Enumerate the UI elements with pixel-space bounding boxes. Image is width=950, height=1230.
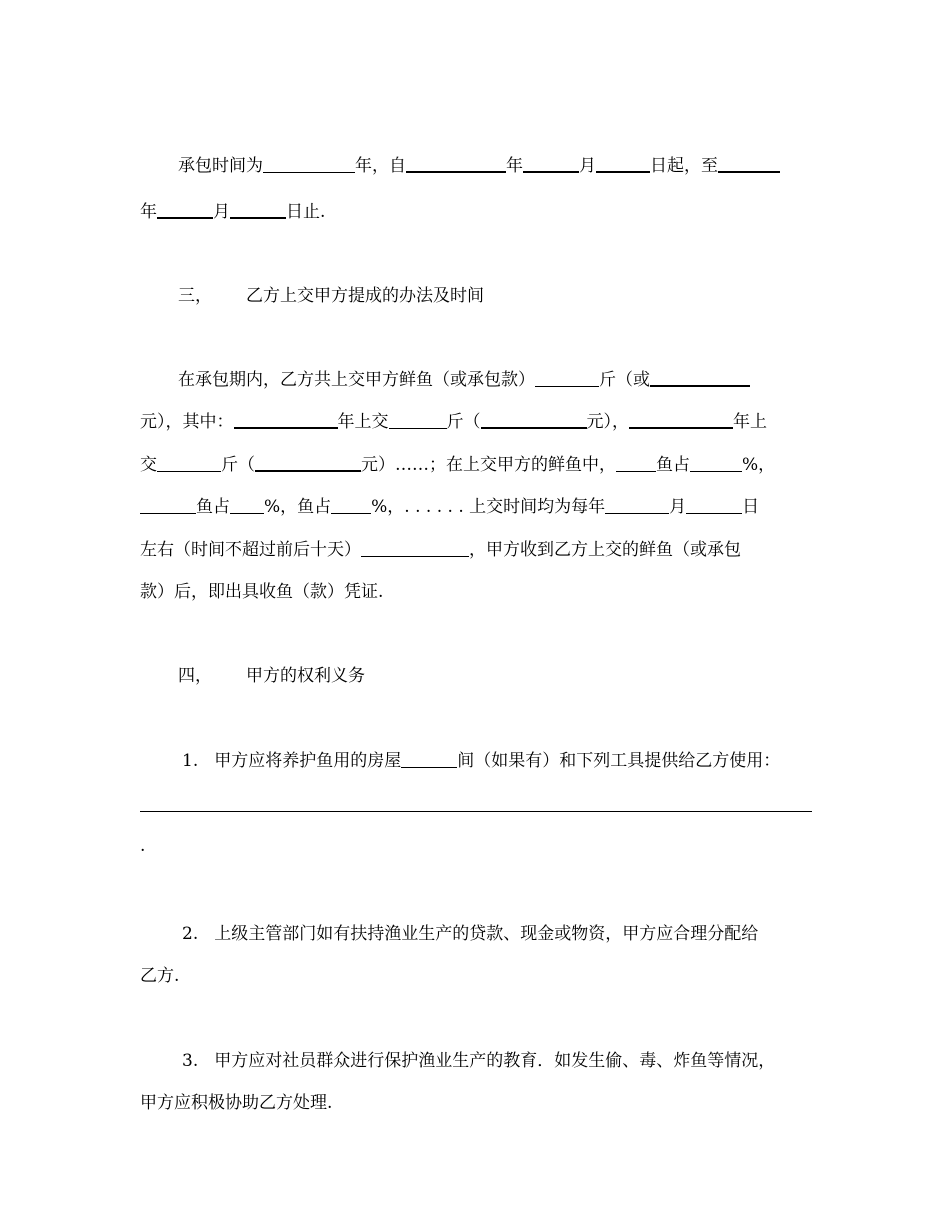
yuan-blank (481, 409, 587, 429)
payment-text: 月 (669, 497, 687, 517)
payment-text: 斤（ (446, 412, 481, 432)
item-number: 1. (182, 751, 199, 771)
item-text: 甲方应将养护鱼用的房屋 (214, 751, 402, 771)
period-line-2 (140, 198, 820, 226)
jin-blank (389, 410, 447, 429)
rooms-blank (401, 749, 457, 768)
percent-blank (230, 495, 264, 514)
item-2-line-2 (140, 962, 820, 990)
payment-text: 鱼占 (656, 455, 690, 475)
payment-text: 斤（ (221, 455, 255, 475)
payment-text: ，甲方收到乙方上交的鲜鱼（或承包 (469, 540, 741, 560)
fish-total-blank (535, 368, 599, 387)
payment-text: 年上交 (337, 412, 389, 432)
section-title: 甲方的权利义务 (246, 666, 365, 686)
money-total-blank (650, 367, 750, 387)
item-2-line-1 (140, 920, 820, 948)
payment-line-6 (140, 578, 820, 606)
item-number: 2. (182, 924, 199, 944)
item-number: 3. (182, 1051, 199, 1071)
payment-text: 年上 (733, 412, 767, 432)
period-text: 日起，至 (650, 156, 718, 176)
item-text: 间（如果有）和下列工具提供给乙方使用： (457, 751, 781, 771)
period-text: 年 (506, 156, 523, 176)
day-blank (686, 495, 742, 514)
payment-text: 款）后，即出具收鱼（款）凭证. (140, 582, 384, 602)
start-month-blank (523, 153, 579, 173)
tools-blank-line (140, 811, 812, 812)
year-blank (234, 409, 338, 429)
section-3-heading (140, 282, 820, 310)
payment-line-5 (140, 536, 820, 564)
end-year-blank (718, 153, 780, 173)
year-blank (629, 409, 733, 429)
item-1-line-3 (140, 832, 820, 860)
month-blank (605, 495, 669, 514)
payment-text: 斤（或 (599, 370, 650, 390)
years-blank (263, 154, 355, 173)
payment-text: %，. . . . . . 上交时间均为每年 (371, 497, 606, 517)
start-year-blank (406, 153, 506, 173)
payment-line-3 (140, 451, 820, 479)
section-4-heading (140, 662, 820, 690)
item-text: 乙方. (140, 966, 180, 986)
section-title: 乙方上交甲方提成的办法及时间 (246, 286, 484, 306)
item-text: . (140, 836, 146, 856)
period-text: 日止. (286, 202, 326, 222)
period-text: 年，自 (355, 156, 406, 176)
payment-line-2 (140, 408, 820, 436)
item-1-line-1 (140, 747, 820, 775)
payment-text: 鱼占 (196, 497, 230, 517)
section-number: 三， (178, 286, 212, 306)
payment-text: %， (742, 455, 776, 475)
payment-text: 元）……；在上交甲方的鲜鱼中， (361, 455, 616, 475)
period-text: 承包时间为 (178, 156, 263, 176)
payment-text: 交 (140, 455, 157, 475)
item-3-line-2 (140, 1089, 820, 1117)
item-3-line-1 (140, 1047, 820, 1075)
payment-line-1 (140, 366, 820, 394)
item-text: 甲方应积极协助乙方处理. (140, 1093, 333, 1113)
period-text: 月 (213, 202, 230, 222)
date-blank (361, 538, 469, 557)
fish-type-blank (140, 495, 196, 514)
payment-text: 元）， (586, 412, 629, 432)
payment-text: %，鱼占 (264, 497, 332, 517)
payment-line-4 (140, 493, 820, 521)
fish-type-blank (616, 453, 656, 472)
payment-text: 在承包期内，乙方共上交甲方鲜鱼（或承包款） (178, 370, 535, 390)
percent-blank (690, 453, 742, 472)
period-line-1 (140, 152, 820, 180)
item-text: 甲方应对社员群众进行保护渔业生产的教育．如发生偷、毒、炸鱼等情况， (214, 1051, 776, 1071)
period-text: 月 (579, 156, 596, 176)
payment-text: 左右（时间不超过前后十天） (140, 540, 361, 560)
section-number: 四， (178, 666, 212, 686)
jin-blank (157, 453, 221, 472)
end-day-blank (230, 199, 286, 219)
percent-blank (331, 495, 371, 514)
end-month-blank (157, 199, 213, 219)
item-text: 上级主管部门如有扶持渔业生产的贷款、现金或物资，甲方应合理分配给 (214, 924, 759, 944)
payment-text: 元），其中： (140, 412, 234, 432)
start-day-blank (596, 153, 650, 173)
yuan-blank (255, 452, 361, 472)
payment-text: 日 (742, 497, 760, 517)
period-text: 年 (140, 202, 157, 222)
